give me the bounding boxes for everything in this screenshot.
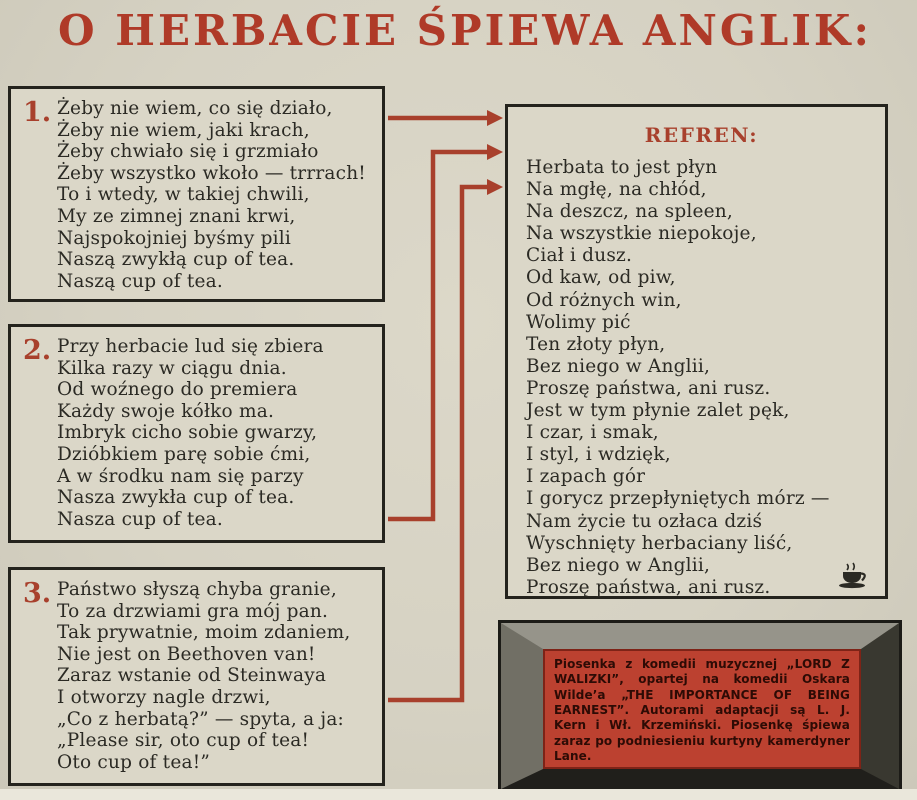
poem-line: Żeby chwiało się i grzmiało (57, 141, 319, 163)
poem-line: Ciał i dusz. (526, 245, 633, 267)
poem-line: Ten złoty płyn, (526, 333, 666, 355)
poem-line: Od woźnego do premiera (57, 379, 298, 401)
poem-line: Na mgłę, na chłód, (526, 179, 707, 201)
poem-line: To i wtedy, w takiej chwili, (57, 184, 310, 206)
poem-line: A w środku nam się parzy (57, 465, 304, 487)
poem-line: Najspokojniej byśmy pili (57, 227, 291, 249)
arrowhead-1 (487, 110, 503, 126)
verse-2-lines (57, 336, 376, 530)
page-title: O HERBACIE ŚPIEWA ANGLIK: (58, 6, 872, 55)
verse-number-2: 2. (23, 335, 52, 366)
verse-box-3 (8, 567, 385, 786)
poem-line: Nasza cup of tea. (57, 508, 223, 530)
poem-line: Oto cup of tea!” (57, 751, 210, 773)
poem-line: Nam życie tu ozłaca dziś (526, 510, 763, 532)
verse-box-1 (8, 86, 385, 302)
verse-number-3: 3. (23, 578, 52, 609)
arrow-verse3-to-refrain (388, 187, 487, 700)
poem-line: Od różnych win, (526, 289, 682, 311)
poem-line: Żeby wszystko wkoło — trrrach! (57, 162, 366, 184)
refrain-box (505, 104, 888, 599)
poem-line: Jest w tym płynie zalet pęk, (526, 400, 790, 422)
poem-line: Nie jest on Beethoven van! (57, 643, 316, 665)
poem-line: Proszę państwa, ani rusz. (526, 377, 771, 399)
refrain-lines (526, 157, 877, 599)
poem-line: Na wszystkie niepokoje, (526, 223, 757, 245)
poem-line: Żeby nie wiem, co się działo, (57, 98, 333, 119)
verse-box-2 (8, 324, 385, 543)
poem-line: Przy herbacie lud się zbiera (57, 336, 324, 357)
poem-line: I czar, i smak, (526, 422, 659, 444)
caption-bezel (501, 623, 899, 789)
caption-frame (498, 620, 902, 792)
poem-line: Wyschnięty herbaciany liść, (526, 532, 793, 554)
poem-line: Proszę państwa, ani rusz. (526, 576, 771, 598)
poem-line: Imbryk cicho sobie gwarzy, (57, 422, 318, 444)
poem-line: Bez niego w Anglii, (526, 554, 711, 576)
poem-line: Bez niego w Anglii, (526, 355, 711, 377)
verse-number-1: 1. (23, 97, 52, 128)
verse-1-lines (57, 98, 376, 292)
poem-line: I styl, i wdzięk, (526, 444, 671, 466)
poem-line: „Please sir, oto cup of tea! (57, 730, 310, 752)
poem-line: Wolimy pić (526, 311, 631, 333)
poem-line: To za drzwiami gra mój pan. (57, 600, 329, 622)
poem-line: Kilka razy w ciągu dnia. (57, 357, 287, 379)
poem-line: Państwo słyszą chyba granie, (57, 579, 337, 600)
poem-line: My ze zimnej znani krwi, (57, 205, 296, 227)
poem-line: Od kaw, od piw, (526, 267, 676, 289)
arrowhead-3 (487, 179, 503, 195)
poem-line: I otworzy nagle drzwi, (57, 686, 271, 708)
poem-line: Tak prywatnie, moim zdaniem, (57, 622, 351, 644)
poem-line: Naszą zwykłą cup of tea. (57, 249, 295, 271)
teacup-icon (835, 562, 877, 590)
caption-text: Piosenka z komedii muzycznej „LORD Z WALIZKI”, opartej na komedii Oskara Wilde’a „THE IMPORTANCE OF BEING EARNEST”. Autorami adaptacji są L. J. Kern i Wł. Krzemiński. Piosenkę śpiewa zaraz po podniesieniu kurtyny kamerdyner Lane. (554, 657, 850, 764)
scan-edge (0, 789, 917, 800)
arrowhead-2 (487, 144, 503, 160)
poem-line: Każdy swoje kółko ma. (57, 400, 275, 422)
poem-line: „Co z herbatą?” — spyta, a ja: (57, 708, 344, 730)
poem-line: I gorycz przepłyniętych mórz — (526, 488, 830, 510)
caption-panel (543, 649, 861, 769)
poem-line: Zaraz wstanie od Steinwaya (57, 665, 327, 687)
verse-3-lines (57, 579, 376, 773)
poem-line: Nasza zwykła cup of tea. (57, 487, 295, 509)
poem-line: I zapach gór (526, 466, 646, 488)
arrow-verse2-to-refrain (388, 152, 487, 519)
poem-line: Na deszcz, na spleen, (526, 201, 733, 223)
poem-line: Naszą cup of tea. (57, 270, 223, 292)
poem-line: Żeby nie wiem, jaki krach, (57, 119, 310, 141)
refrain-heading: REFREN: (644, 123, 759, 147)
poem-line: Dzióbkiem parę sobie ćmi, (57, 443, 311, 465)
poem-line: Herbata to jest płyn (526, 157, 718, 178)
